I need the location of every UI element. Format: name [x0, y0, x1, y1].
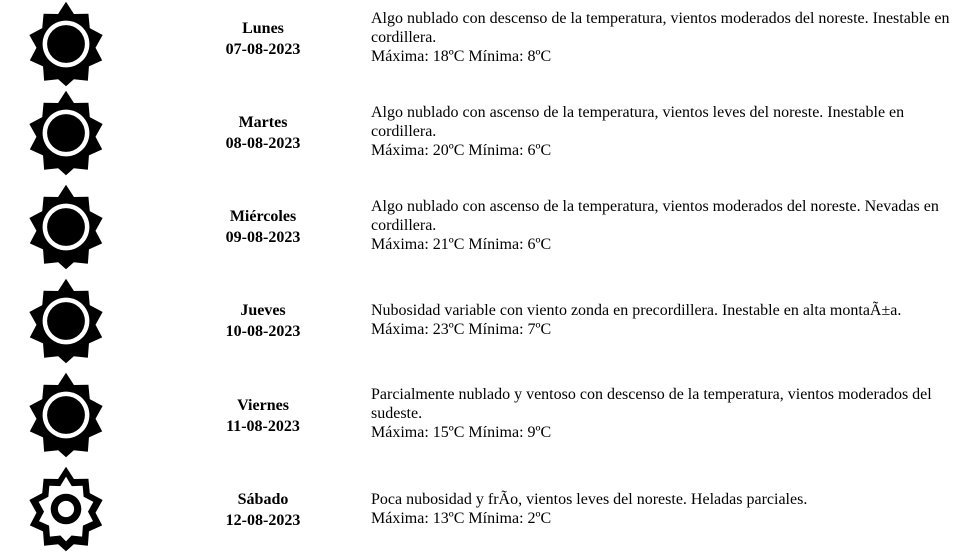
sun-icon	[21, 370, 111, 460]
temperature-text: Máxima: 13ºC Mínima: 2ºC	[371, 510, 552, 527]
description-text: Algo nublado con ascenso de la temperatura, vientos moderados del noreste. Nevadas en cordillera.	[371, 198, 939, 234]
forecast-row	[0, 188, 978, 282]
sun-icon	[21, 276, 111, 366]
day-name: Viernes	[237, 397, 289, 414]
forecast-description	[371, 385, 971, 442]
sun-icon	[21, 182, 111, 272]
forecast-description	[371, 9, 971, 66]
temperature-text: Máxima: 18ºC Mínima: 8ºC	[371, 48, 552, 65]
date-value: 08-08-2023	[225, 135, 301, 152]
forecast-description	[371, 301, 971, 339]
sun-outline-icon	[21, 464, 111, 554]
date-value: 07-08-2023	[225, 41, 301, 58]
description-text: Parcialmente nublado y ventoso con descenso de la temperatura, vientos moderados del sudeste.	[371, 386, 932, 422]
forecast-description	[371, 197, 971, 254]
temperature-text: Máxima: 23ºC Mínima: 7ºC	[371, 321, 552, 338]
forecast-date	[203, 112, 323, 154]
forecast-date	[203, 206, 323, 248]
date-value: 09-08-2023	[225, 229, 301, 246]
day-name: Martes	[238, 114, 288, 131]
temperature-text: Máxima: 20ºC Mínima: 6ºC	[371, 142, 552, 159]
date-value: 12-08-2023	[225, 512, 301, 529]
forecast-row	[0, 376, 978, 470]
day-name: Miércoles	[229, 208, 297, 225]
forecast-date	[203, 300, 323, 342]
sun-icon	[21, 0, 111, 89]
forecast-date	[203, 395, 323, 437]
forecast-row	[0, 464, 978, 558]
forecast-row	[0, 282, 978, 376]
forecast-date	[203, 18, 323, 60]
date-value: 11-08-2023	[226, 418, 300, 435]
temperature-text: Máxima: 15ºC Mínima: 9ºC	[371, 424, 552, 441]
sun-icon	[21, 88, 111, 178]
description-text: Algo nublado con descenso de la temperatura, vientos moderados del noreste. Inestable en cordillera.	[371, 10, 950, 46]
forecast-description	[371, 103, 971, 160]
temperature-text: Máxima: 21ºC Mínima: 6ºC	[371, 236, 552, 253]
forecast-row	[0, 0, 978, 94]
description-text: Nubosidad variable con viento zonda en precordillera. Inestable en alta montaÃ±a.	[371, 302, 902, 319]
date-value: 10-08-2023	[225, 323, 301, 340]
day-name: Lunes	[242, 20, 284, 37]
forecast-description	[371, 490, 971, 528]
description-text: Algo nublado con ascenso de la temperatura, vientos leves del noreste. Inestable en cordillera.	[371, 104, 905, 140]
forecast-row	[0, 94, 978, 188]
day-name: Sábado	[237, 491, 289, 508]
day-name: Jueves	[240, 302, 286, 319]
forecast-date	[203, 489, 323, 531]
description-text: Poca nubosidad y frÃo, vientos leves del noreste. Heladas parciales.	[371, 491, 808, 508]
